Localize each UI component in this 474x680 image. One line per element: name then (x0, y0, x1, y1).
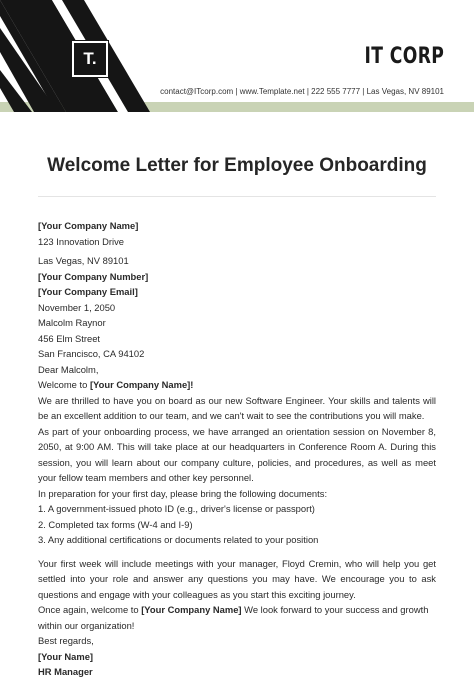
sender-address-line2: Las Vegas, NV 89101 (38, 255, 129, 266)
company-logo (72, 41, 108, 77)
paragraph-documents: In preparation for your first day, please bring the following documents: (38, 487, 328, 499)
recipient-street: 456 Elm Street (38, 332, 101, 344)
sender-address-line1: 123 Innovation Drive (38, 235, 124, 247)
paragraph-closing: Once again, welcome to [Your Company Name] We look forward to your success and growth within our organization! (38, 604, 429, 631)
document-item: 1. A government-issued photo ID (e.g., driver's license or passport) (38, 503, 315, 514)
sender-company-name: [Your Company Name] (38, 220, 139, 231)
welcome-line: Welcome to [Your Company Name]! (38, 379, 194, 390)
logo-letter: T. (83, 49, 97, 68)
document-item: 2. Completed tax forms (W-4 and I-9) (38, 518, 193, 530)
signer-title: HR Manager (38, 666, 93, 677)
brand-name: IT CORP (364, 44, 444, 69)
document-item: 3. Any additional certifications or documents related to your position (38, 534, 319, 545)
letter-title: Welcome Letter for Employee Onboarding (47, 155, 427, 176)
sign-off: Best regards, (38, 635, 94, 646)
letter-body (38, 218, 436, 680)
letterhead (0, 0, 474, 112)
salutation: Dear Malcolm, (38, 363, 99, 375)
sender-company-number: [Your Company Number] (38, 270, 149, 282)
signer-name: [Your Name] (38, 650, 94, 662)
sender-company-email: [Your Company Email] (38, 286, 138, 297)
letter-date: November 1, 2050 (38, 301, 116, 313)
paragraph-orientation: As part of your onboarding process, we have arranged an orientation session on November 8, 2050, at 9:00 AM. This will take place at our headquarters in Conference Room A. During this session, you will learn about our company culture, policies, and procedures, as well as meet your fellow team members and other key personnel. (38, 425, 436, 483)
contact-line: contact@ITcorp.com | www.Template.net | 222 555 7777 | Las Vegas, NV 89101 (160, 87, 444, 96)
recipient-name: Malcolm Raynor (38, 317, 106, 328)
recipient-city: San Francisco, CA 94102 (38, 348, 145, 359)
paragraph-intro: We are thrilled to have you on board as our new Software Engineer. Your skills and talents will be an excellent addition to our team, and we can't wait to see the contributions you will make. (38, 394, 436, 421)
title-divider (38, 196, 436, 197)
paragraph-first-week: Your first week will include meetings with your manager, Floyd Cremin, who will help you get settled into your role and answer any questions you may have. We encourage you to ask questions and engage with your colleagues as you start this exciting journey. (38, 557, 436, 600)
